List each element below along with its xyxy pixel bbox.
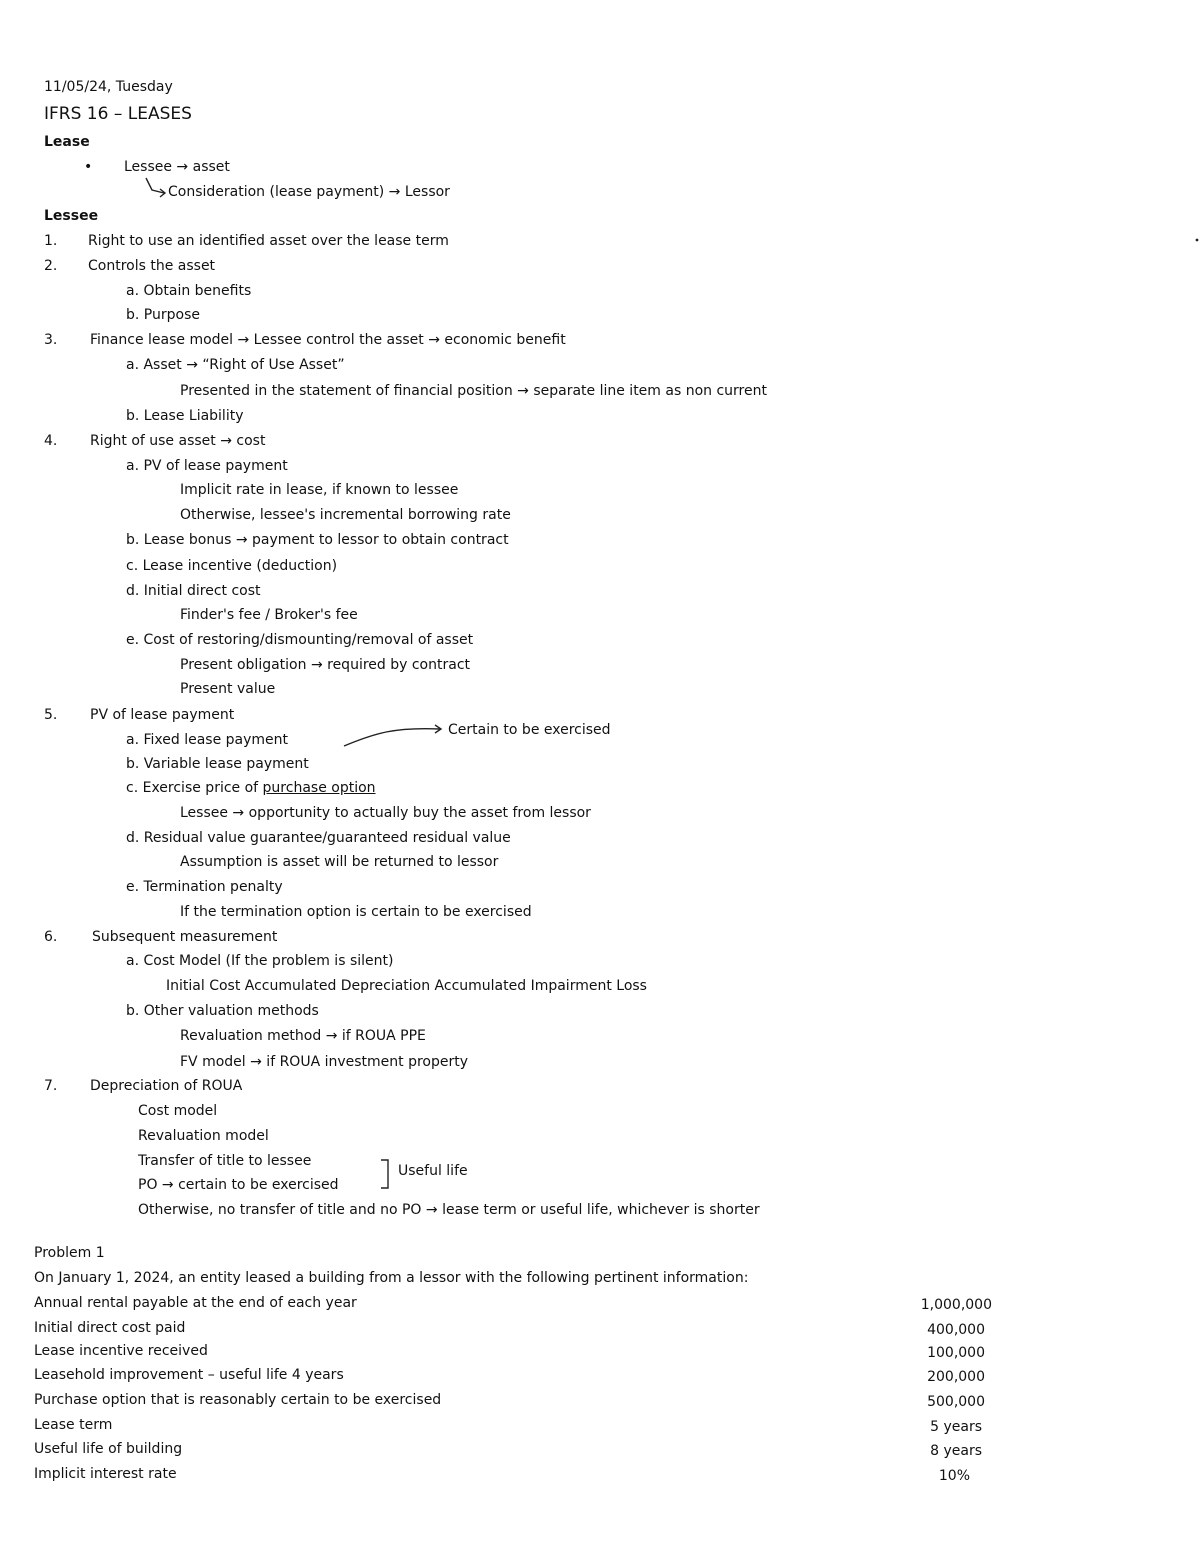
sub-note: Finder's fee / Broker's fee <box>180 607 358 623</box>
problem-title: Problem 1 <box>34 1245 105 1261</box>
sub-note: Presented in the statement of financial position → separate line item as non current <box>180 383 767 399</box>
hook-arrow-head-icon <box>160 189 165 197</box>
sub-item: a. PV of lease payment <box>126 458 288 474</box>
arrow-note: Certain to be exercised <box>448 722 611 738</box>
page-title: IFRS 16 – LEASES <box>44 104 192 124</box>
item-text: Controls the asset <box>88 258 216 274</box>
item-text: Finance lease model → Lessee control the asset → economic benefit <box>90 332 566 348</box>
sub-item: a. Fixed lease payment <box>126 732 289 748</box>
lease-bullet: Lessee → asset <box>124 159 230 175</box>
problem-row-label: Purchase option that is reasonably certain to be exercised <box>34 1392 442 1408</box>
problem-row-label: Lease incentive received <box>34 1343 208 1359</box>
problem-row-value: 100,000 <box>927 1345 985 1361</box>
item-number: 2. <box>44 258 58 274</box>
problem-row-value: 10% <box>938 1468 970 1484</box>
item-text: Right to use an identified asset over the lease term <box>88 233 449 249</box>
sub-note: Otherwise, lessee's incremental borrowing rate <box>180 507 511 523</box>
problem-row-value: 200,000 <box>927 1369 985 1385</box>
problem-row-value: 500,000 <box>927 1394 985 1410</box>
sub-note: Otherwise, no transfer of title and no PO → lease term or useful life, whichever is shorter <box>138 1202 760 1218</box>
sub-item: c. Lease incentive (deduction) <box>126 558 338 574</box>
sub-item: e. Cost of restoring/dismounting/removal of asset <box>126 632 474 648</box>
hook-arrow-icon <box>146 178 164 193</box>
sub-note: Assumption is asset will be returned to lessor <box>180 854 499 870</box>
sub-note: Present obligation → required by contract <box>180 657 471 673</box>
problem-row-label: Annual rental payable at the end of each year <box>34 1295 357 1311</box>
problem-row-value: 8 years <box>930 1443 982 1459</box>
sub-note: Implicit rate in lease, if known to lessee <box>180 482 459 498</box>
sub-note: Revaluation method → if ROUA PPE <box>180 1028 426 1044</box>
problem-row-label: Leasehold improvement – useful life 4 years <box>34 1367 344 1383</box>
sub-note: Revaluation model <box>138 1128 269 1144</box>
bracket-note: Useful life <box>398 1163 468 1179</box>
sub-note: Cost model <box>138 1103 218 1119</box>
date-line: 11/05/24, Tuesday <box>44 79 173 95</box>
sub-item: a. Asset → “Right of Use Asset” <box>126 357 345 373</box>
item-text: Depreciation of ROUA <box>90 1078 243 1094</box>
problem-row-value: 1,000,000 <box>920 1297 992 1313</box>
sub-item: a. Cost Model (If the problem is silent) <box>126 953 394 969</box>
item-text: Subsequent measurement <box>92 929 278 945</box>
purchase-option-term: purchase option <box>262 780 376 796</box>
bullet-icon: • <box>84 159 93 175</box>
problem-intro: On January 1, 2024, an entity leased a building from a lessor with the following pertinent information: <box>34 1270 749 1286</box>
sub-note: Transfer of title to lessee <box>138 1153 312 1169</box>
problem-row-label: Initial direct cost paid <box>34 1320 186 1336</box>
sub-item: e. Termination penalty <box>126 879 283 895</box>
sub-item: a. Obtain benefits <box>126 283 252 299</box>
problem-row-label: Implicit interest rate <box>34 1466 177 1482</box>
item-number: 4. <box>44 433 58 449</box>
curved-arrow-head-icon <box>435 725 441 733</box>
sub-item: b. Purpose <box>126 307 200 323</box>
sub-note: If the termination option is certain to be exercised <box>180 904 532 920</box>
sub-item: b. Lease bonus → payment to lessor to obtain contract <box>126 532 509 548</box>
sub-item-prefix: c. Exercise price of <box>126 780 263 796</box>
item-text: PV of lease payment <box>90 707 235 723</box>
problem-row-value: 5 years <box>930 1419 982 1435</box>
item-number: 3. <box>44 332 58 348</box>
problem-row-label: Lease term <box>34 1417 113 1433</box>
sub-item: d. Initial direct cost <box>126 583 261 599</box>
bracket-icon <box>381 1160 388 1188</box>
item-text: Right of use asset → cost <box>90 433 266 449</box>
sub-note: Lessee → opportunity to actually buy the asset from lessor <box>180 805 591 821</box>
sub-item: b. Other valuation methods <box>126 1003 319 1019</box>
sub-item-c <box>126 779 376 797</box>
item-number: 1. <box>44 233 58 249</box>
stray-mark-icon <box>1196 239 1199 242</box>
lease-heading: Lease <box>44 134 90 150</box>
sub-item: b. Lease Liability <box>126 408 244 424</box>
sub-note: FV model → if ROUA investment property <box>180 1054 469 1070</box>
item-number: 5. <box>44 707 58 723</box>
problem-row-label: Useful life of building <box>34 1441 183 1457</box>
sub-item: b. Variable lease payment <box>126 756 309 772</box>
sub-note: Present value <box>180 681 276 697</box>
item-number: 7. <box>44 1078 58 1094</box>
lessee-heading: Lessee <box>44 208 99 224</box>
sub-item: d. Residual value guarantee/guaranteed residual value <box>126 830 511 846</box>
item-number: 6. <box>44 929 58 945</box>
problem-row-value: 400,000 <box>927 1322 985 1338</box>
sub-note: Initial Cost Accumulated Depreciation Accumulated Impairment Loss <box>166 978 647 994</box>
curved-arrow-icon <box>344 729 440 746</box>
sub-note: PO → certain to be exercised <box>138 1177 339 1193</box>
lease-sub: Consideration (lease payment) → Lessor <box>168 184 450 200</box>
